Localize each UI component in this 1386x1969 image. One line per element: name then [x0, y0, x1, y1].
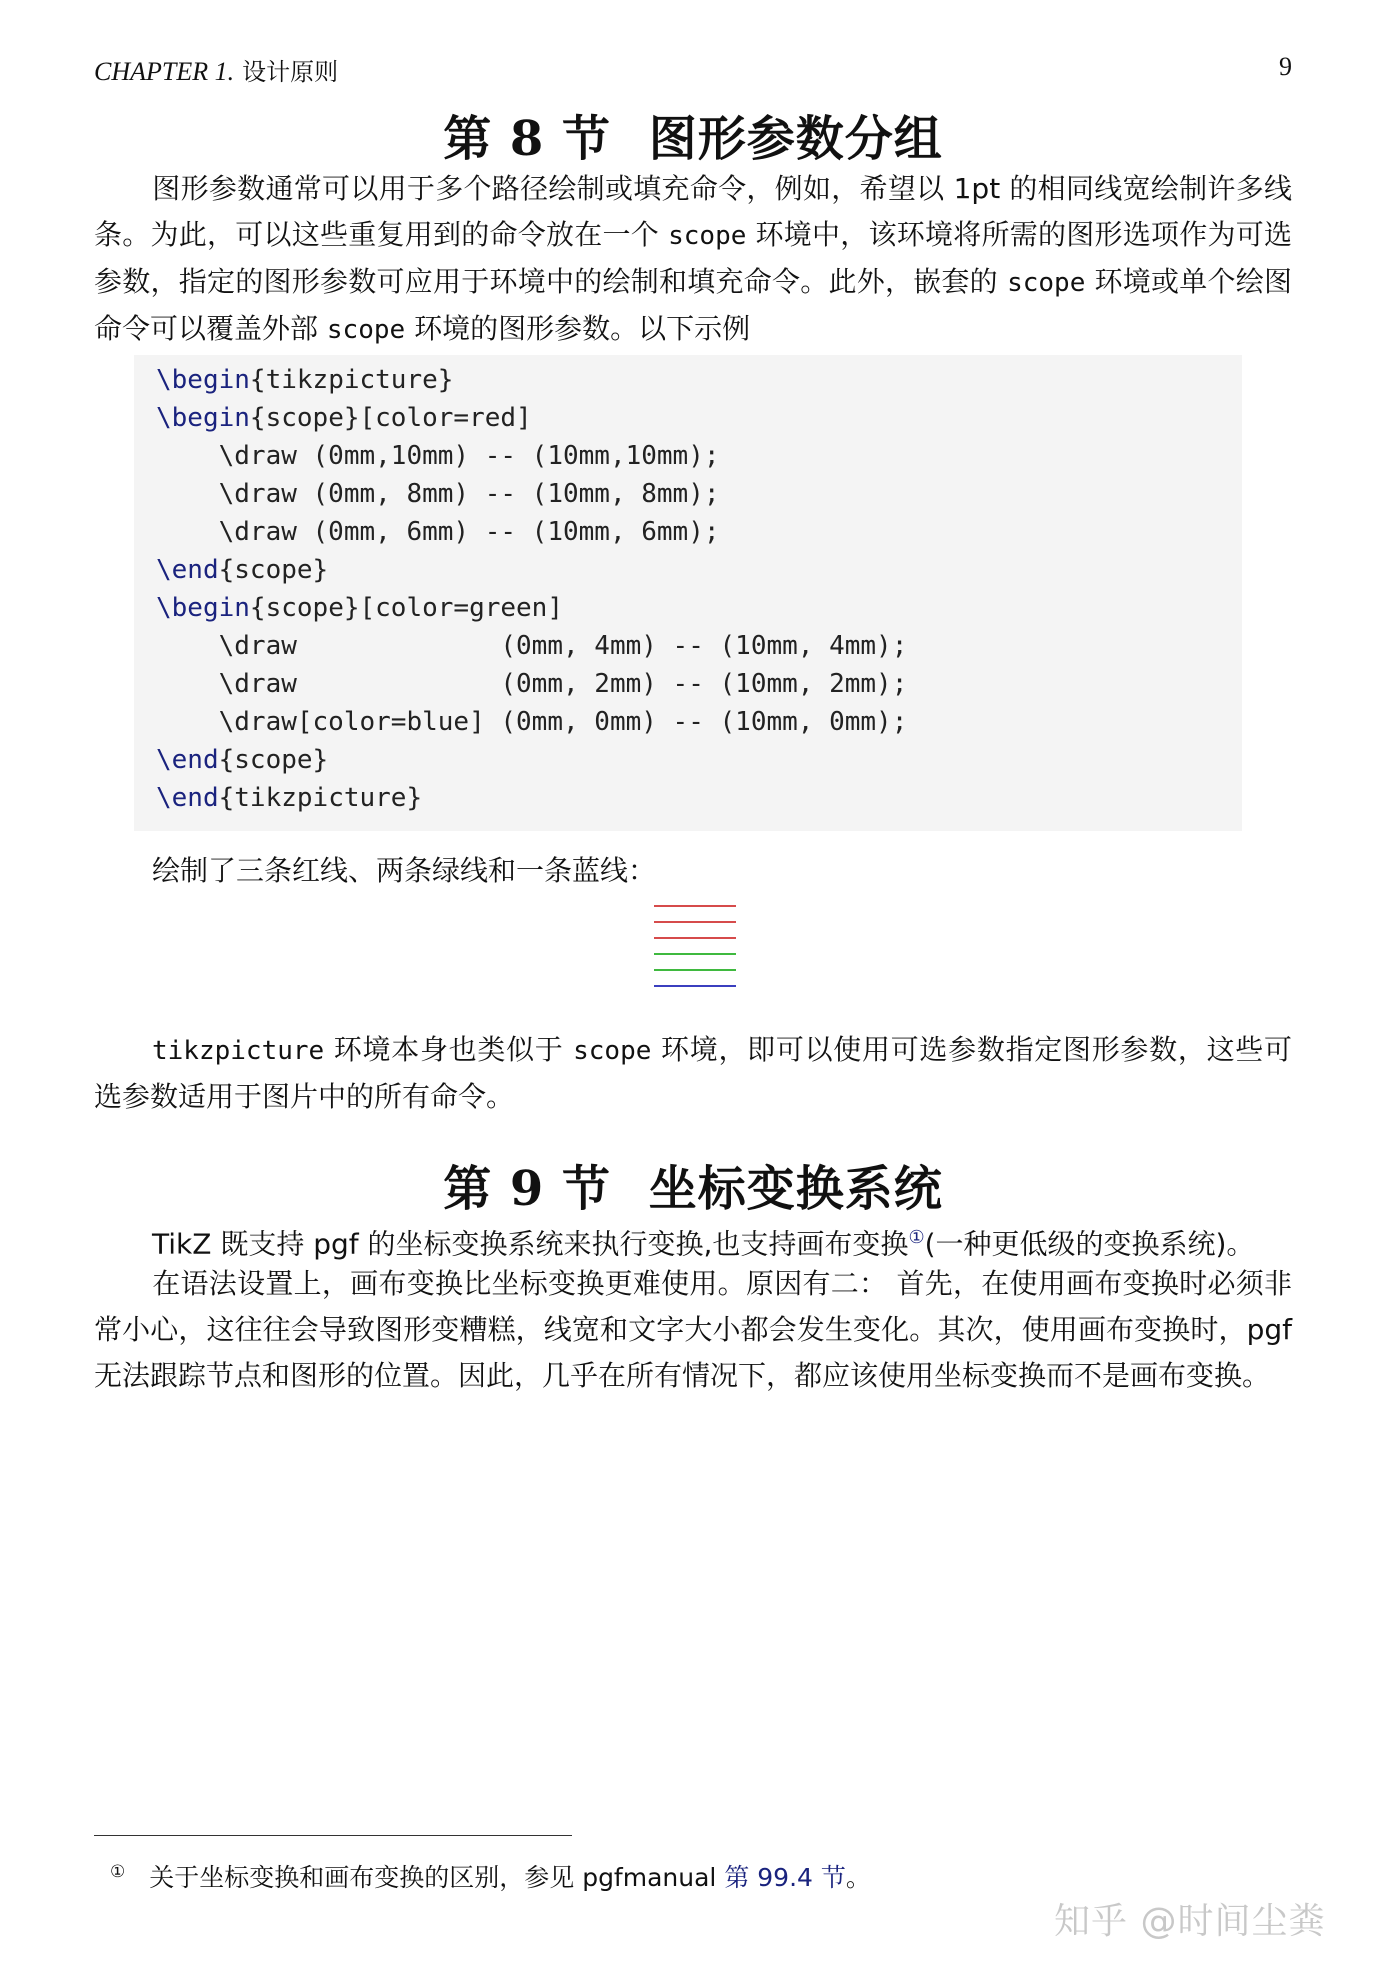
code-line: \draw (0mm, 4mm) -- (10mm, 4mm);: [156, 631, 908, 661]
figure-green-line: [654, 953, 736, 955]
running-head: [94, 52, 338, 87]
figure-red-line: [654, 905, 736, 907]
figure-blue-line: [654, 985, 736, 987]
footnote-rule: [94, 1835, 572, 1836]
intro-text: 环境的图形参数。以下示例: [405, 312, 751, 345]
page-number: 9: [1279, 52, 1292, 81]
figure-red-line: [654, 921, 736, 923]
code-line: \end{scope}: [156, 745, 329, 775]
section-9-title: 坐标变换系统: [648, 1161, 943, 1217]
section-8-after: [94, 1027, 1292, 1120]
after-text: 环境本身也类似于: [324, 1033, 574, 1066]
footnote-text: 关于坐标变换和画布变换的区别，参见 pgfmanual: [149, 1863, 725, 1892]
intro-text: 环境或单个绘图命令可以覆盖外部: [94, 265, 1292, 345]
section-8-title: 图形参数分组: [648, 111, 943, 167]
section-9-heading: [94, 1150, 1292, 1219]
p1-text: (一种更低级的变换系统)。: [924, 1227, 1255, 1261]
code-term: scope: [668, 221, 747, 251]
section-8-intro: [94, 166, 1292, 353]
chapter-title: 设计原则: [242, 60, 339, 86]
page-header: [94, 52, 1292, 92]
code-term: scope: [1007, 268, 1086, 298]
figure-red-line: [654, 937, 736, 939]
code-line: \draw (0mm,10mm) -- (10mm,10mm);: [156, 441, 720, 471]
footnote-section-link[interactable]: 第 99.4 节: [724, 1863, 846, 1892]
after-text: 环境，即可以使用可选参数指定图形参数，这些可选参数适用于图片中的所有命令。: [94, 1033, 1292, 1113]
code-line: \end{scope}: [156, 555, 329, 585]
code-line: \begin{tikzpicture}: [156, 365, 454, 395]
code-line: \draw (0mm, 8mm) -- (10mm, 8mm);: [156, 479, 720, 509]
section-9-paragraph-1: [94, 1215, 1292, 1267]
section-8-heading: [94, 100, 1292, 169]
code-line: \draw[color=blue] (0mm, 0mm) -- (10mm, 0mm);: [156, 707, 908, 737]
lines-figure: [654, 905, 736, 995]
p2-text: 在语法设置上，画布变换比坐标变换更难使用。原因有二： 首先，在使用画布变换时必须非常小心，这往往会导致图形变糟糕，线宽和文字大小都会发生变化。其次，使用画布变换时，pgf 无法跟踪节点和图形的位置。因此，几乎在所有情况下，都应该使用坐标变换而不是画布变换。: [94, 1267, 1292, 1392]
code-term: scope: [573, 1036, 652, 1066]
footnote-mark: ①: [110, 1861, 126, 1882]
code-line: \end{tikzpicture}: [156, 783, 423, 813]
code-line: \begin{scope}[color=red]: [156, 403, 532, 433]
intro-text: 环境中，该环境将所需的图形选项作为可选参数，指定的图形参数可应用于环境中的绘制和填充命令。此外，嵌套的: [94, 218, 1292, 298]
footnote-text: 。: [845, 1863, 871, 1892]
figure-green-line: [654, 969, 736, 971]
section-9-paragraph-2: [94, 1261, 1292, 1399]
section-9-number: 第 9 节: [443, 1161, 612, 1217]
chapter-label: CHAPTER 1.: [94, 57, 235, 86]
footnote-ref[interactable]: ①: [908, 1227, 925, 1248]
code-term: scope: [326, 315, 406, 345]
footnote: [110, 1858, 871, 1894]
code-line: \begin{scope}[color=green]: [156, 593, 563, 623]
code-term: tikzpicture: [152, 1036, 325, 1066]
intro-text: 图形参数通常可以用于多个路径绘制或填充命令，例如，希望以 1pt 的相同线宽绘制许多线条。为此，可以这些重复用到的命令放在一个: [94, 172, 1292, 251]
code-line: \draw (0mm, 2mm) -- (10mm, 2mm);: [156, 669, 908, 699]
code-listing: [134, 355, 1242, 831]
caption-text: 绘制了三条红线、两条绿线和一条蓝线：: [152, 854, 657, 887]
p1-text: TikZ 既支持 pgf 的坐标变换系统来执行变换,也支持画布变换: [152, 1227, 909, 1261]
figure-caption: [94, 848, 1292, 894]
code-line: \draw (0mm, 6mm) -- (10mm, 6mm);: [156, 517, 720, 547]
watermark: 知乎 @时间尘粪: [1054, 1901, 1326, 1942]
section-8-number: 第 8 节: [443, 111, 612, 167]
